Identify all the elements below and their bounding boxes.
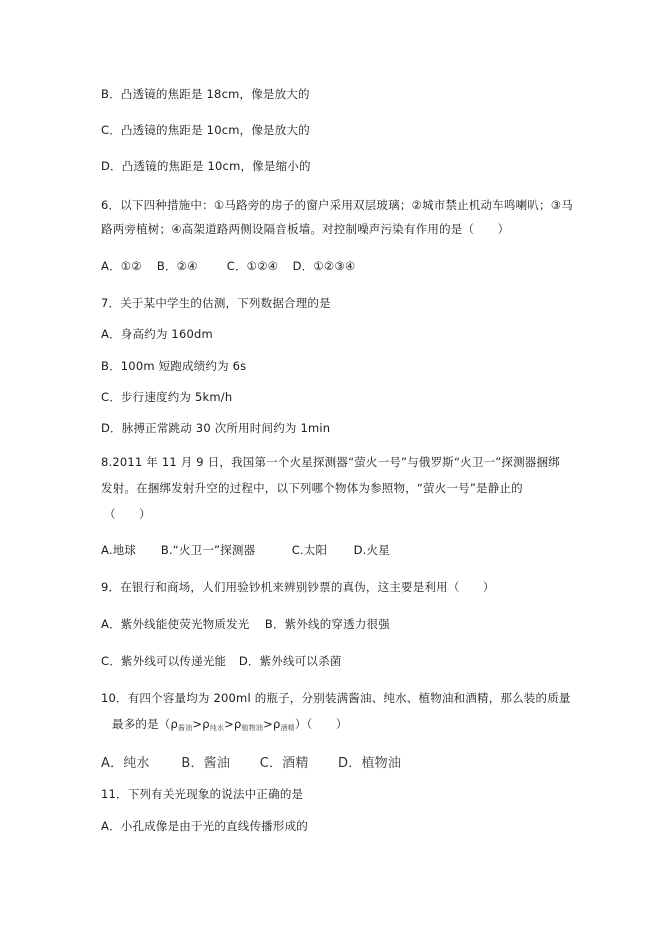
line-c-option: C．凸透镜的焦距是 10cm，像是放大的 bbox=[101, 123, 310, 137]
q10-sub-soy: 酱油 bbox=[178, 724, 193, 732]
q10-rho-3: ρ bbox=[234, 717, 242, 731]
q10-gt-3: > bbox=[263, 717, 273, 731]
q8-line2: 发射。在捆绑发射升空的过程中，以下列哪个物体为参照物，“萤火一号”是静止的 bbox=[101, 481, 523, 495]
q9-option-b: B．紫外线的穿透力很强 bbox=[264, 617, 390, 631]
q9-options-cd bbox=[101, 653, 342, 669]
q9-option-d: D．紫外线可以杀菌 bbox=[238, 654, 342, 668]
q10-rho-4: ρ bbox=[272, 717, 281, 731]
q9-option-a: A．紫外线能使荧光物质发光 bbox=[101, 617, 250, 631]
q9-stem: 9．在银行和商场，人们用验钞机来辨别钞票的真伪，这主要是利用（ ） bbox=[101, 580, 495, 594]
q10-options bbox=[101, 756, 401, 772]
q10-option-c: C．酒精 bbox=[259, 756, 309, 771]
q7-option-d: D．脉搏正常跳动 30 次所用时间约为 1min bbox=[101, 421, 331, 435]
q10-sub-alcohol: 酒精 bbox=[280, 724, 295, 732]
q6-line2: 路两旁植树；④高架道路两侧设隔音板墙。对控制噪声污染有作用的是（ ） bbox=[101, 222, 510, 236]
q10-option-d: D．植物油 bbox=[338, 756, 402, 771]
q8-line1: 8.2011 年 11 月 9 日，我国第一个火星探测器“萤火一号”与俄罗斯“火卫一”探测器捆绑 bbox=[101, 455, 560, 469]
q11-stem: 11．下列有关光现象的说法中正确的是 bbox=[101, 787, 304, 801]
q10-line1: 10．有四个容量均为 200ml 的瓶子，分别装满酱油、纯水、植物油和酒精，那么装的质量 bbox=[101, 691, 571, 705]
q9-options-ab bbox=[101, 616, 390, 632]
q6-options bbox=[101, 258, 355, 274]
q10-gt-2: > bbox=[224, 717, 234, 731]
line-d-option: D．凸透镜的焦距是 10cm，像是缩小的 bbox=[101, 159, 311, 173]
q11-option-a: A．小孔成像是由于光的直线传播形成的 bbox=[101, 819, 308, 833]
q10-suffix: ）（ ） bbox=[294, 717, 348, 731]
q10-rho-2: ρ bbox=[202, 717, 210, 731]
q8-option-c: C.太阳 bbox=[291, 543, 328, 557]
q10-option-b: B．酱油 bbox=[181, 756, 231, 771]
line-b-option: B．凸透镜的焦距是 18cm，像是放大的 bbox=[101, 87, 310, 101]
q6-option-d: D．①②③④ bbox=[292, 259, 356, 273]
q6-line1: 6．以下四种措施中：①马路旁的房子的窗户采用双层玻璃；②城市禁止机动车鸣喇叭；③马 bbox=[101, 198, 573, 212]
q10-prefix: 最多的是（ρ bbox=[112, 717, 178, 731]
q6-option-a: A．①② bbox=[101, 259, 142, 273]
q8-option-d: D.火星 bbox=[353, 543, 390, 557]
q8-option-a: A.地球 bbox=[101, 543, 137, 557]
q6-option-b: B．②④ bbox=[156, 259, 198, 273]
q10-gt-1: > bbox=[192, 717, 203, 731]
q10-option-a: A．纯水 bbox=[101, 756, 150, 771]
q10-line2 bbox=[112, 716, 348, 736]
q7-option-a: A．身高约为 160dm bbox=[101, 327, 213, 341]
q6-option-c: C．①②④ bbox=[226, 259, 279, 273]
q8-options bbox=[101, 542, 390, 558]
q10-sub-oil: 植物油 bbox=[241, 724, 264, 732]
q8-option-b: B.“火卫一”探测器 bbox=[160, 543, 256, 557]
q9-option-c: C．紫外线可以传递光能 bbox=[101, 654, 227, 668]
q7-option-b: B．100m 短跑成绩约为 6s bbox=[101, 359, 247, 373]
q8-line3: （ ） bbox=[104, 507, 151, 521]
q7-option-c: C．步行速度约为 5km/h bbox=[101, 390, 233, 404]
q7-stem: 7．关于某中学生的估测，下列数据合理的是 bbox=[101, 296, 331, 310]
q10-sub-water: 纯水 bbox=[209, 724, 225, 732]
